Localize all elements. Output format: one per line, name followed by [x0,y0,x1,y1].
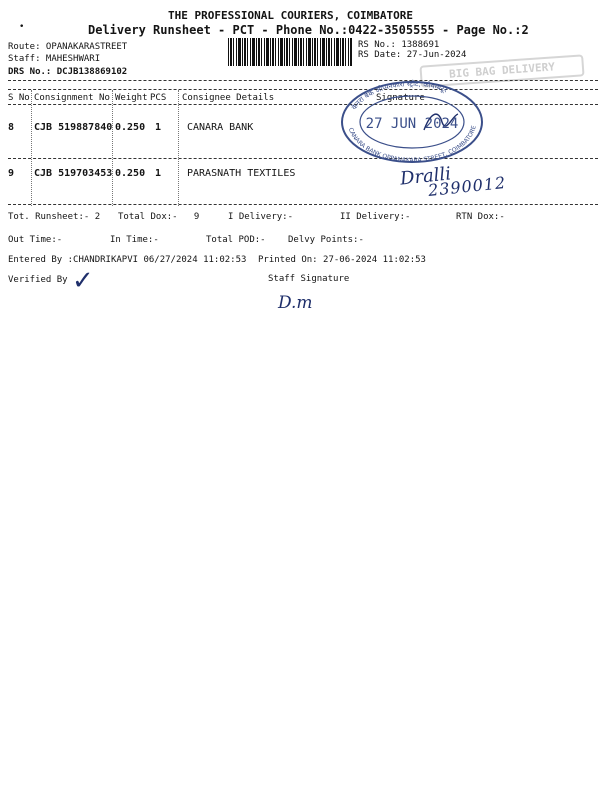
summary-tot-runsheet: Tot. Runsheet:- 2 [8,212,101,222]
printed-on: Printed On: 27-06-2024 11:02:53 [258,255,426,265]
bank-stamp [338,78,486,164]
col-pcs: PCS [150,93,167,103]
row-sno: 8 [8,122,15,133]
drs-number: DRS No.: DCJB138869102 [8,67,128,77]
company-title: THE PROFESSIONAL COURIERS, COIMBATORE [168,9,414,22]
entered-by: Entered By :CHANDRIKAPVI 06/27/2024 11:02:53 [8,255,247,265]
staff-signature-label: Staff Signature [268,274,350,284]
col-weight: Weight [115,93,148,103]
col-consignment: Consignment No [34,93,110,103]
col-sno: S No [8,93,30,103]
row-sno: 9 [8,168,15,179]
row-weight: 0.250 [115,168,146,179]
rs-number: RS No.: 1388691 [358,40,440,50]
stamp-date: 27 JUN 2024 [365,116,459,132]
handwritten-name: Dralli [399,163,453,190]
separator [8,89,598,90]
barcode [228,38,352,66]
summary-total-pod: Total POD:- [206,235,266,245]
col-signature: Signature [376,93,425,103]
runsheet-title: Delivery Runsheet - PCT - Phone No.:0422-3505555 - Page No.:2 [88,23,529,37]
separator [8,204,598,205]
row-weight: 0.250 [115,122,146,133]
summary-total-dox: Total Dox:- 9 [118,212,200,222]
summary-out-time: Out Time:- [8,235,63,245]
row-consignee: PARASNATH TEXTILES [187,168,296,179]
summary-ii-delivery: II Delivery:- [340,212,411,222]
column-divider [178,90,179,206]
column-divider [112,90,113,206]
stray-mark: • [19,22,25,32]
separator [8,104,598,105]
row-pcs: 1 [155,122,162,133]
rs-date: RS Date: 27-Jun-2024 [358,50,467,60]
row-pcs: 1 [155,168,162,179]
separator [8,80,598,81]
staff-initials: D.m [278,293,313,313]
summary-in-time: In Time:- [110,235,159,245]
row-consignment: CJB 519887840 [34,122,113,133]
verified-check-mark: ✓ [72,266,94,296]
stamp-ring-bottom: CANARA BANK OPPANAKARA STREET, COIMBATORE [346,124,478,164]
summary-i-delivery: I Delivery:- [228,212,294,222]
route-label: Route: OPANAKARASTREET [8,42,128,52]
staff-label: Staff: MAHESHWARI [8,54,101,64]
summary-rtn-dox: RTN Dox:- [456,212,505,222]
verified-by: Verified By [8,275,68,285]
separator [8,158,598,159]
faded-delivery-stamp: BIG BAG DELIVERY [419,54,584,87]
row-consignment: CJB 519703453 [34,168,113,179]
stamp-ring-top: केनरा बैंक ओप्पनकारा स्ट्रीट, कोयम्बटूर [350,79,449,112]
row-consignee: CANARA BANK [187,122,254,133]
col-consignee: Consignee Details [182,93,275,103]
column-divider [31,90,32,206]
handwritten-number: 2390012 [427,172,508,201]
summary-delvy-points: Delvy Points:- [288,235,364,245]
